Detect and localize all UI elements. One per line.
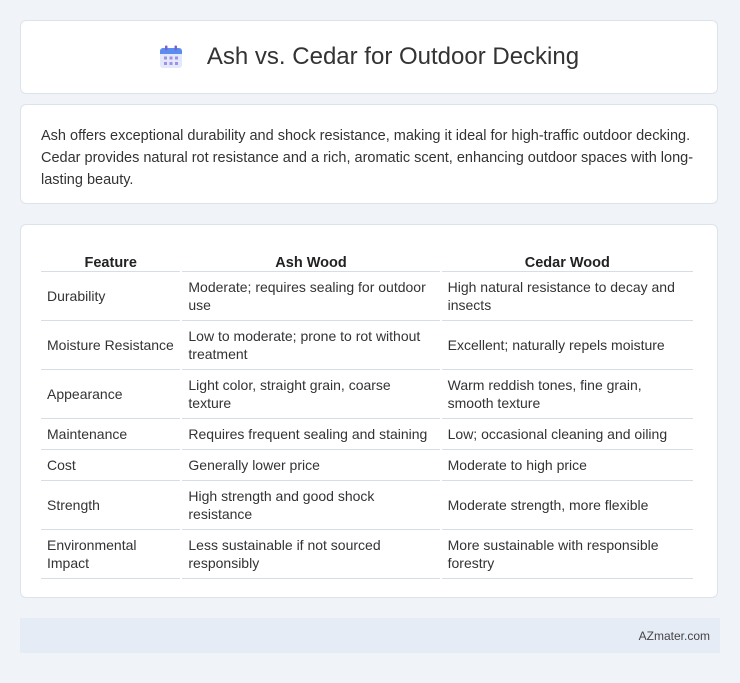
cell-ash: Moderate; requires sealing for outdoor use [182, 272, 439, 321]
table-row [41, 530, 693, 579]
comparison-table-card [20, 224, 718, 598]
summary-text: Ash offers exceptional durability and shock resistance, making it ideal for high-traffic outdoor decking. Cedar provides natural rot resistance and a rich, aromatic scent, enhancing outdoor spaces with long-lasting beauty. [41, 128, 694, 188]
table-row [41, 481, 693, 530]
table-row [41, 419, 693, 450]
cell-cedar: Excellent; naturally repels moisture [442, 321, 693, 370]
cell-ash: Less sustainable if not sourced responsibly [182, 530, 439, 579]
table-row [41, 321, 693, 370]
cell-ash: Low to moderate; prone to rot without treatment [182, 321, 439, 370]
header-ash-wood: Ash Wood [182, 245, 439, 272]
cell-ash: High strength and good shock resistance [182, 481, 439, 530]
table-header-row [41, 245, 693, 272]
cell-ash: Light color, straight grain, coarse texture [182, 370, 439, 419]
cell-feature: Durability [41, 272, 180, 321]
cell-feature: Moisture Resistance [41, 321, 180, 370]
cell-cedar: High natural resistance to decay and insects [442, 272, 693, 321]
header-cedar-wood: Cedar Wood [442, 245, 693, 272]
footer [20, 618, 720, 653]
table-row [41, 272, 693, 321]
header-card [20, 20, 718, 94]
cell-feature: Maintenance [41, 419, 180, 450]
footer-brand[interactable]: AZmater.com [638, 628, 710, 643]
cell-cedar: Moderate to high price [442, 450, 693, 481]
cell-cedar: More sustainable with responsible forestry [442, 530, 693, 579]
cell-feature: Appearance [41, 370, 180, 419]
header-feature: Feature [41, 245, 180, 272]
cell-ash: Generally lower price [182, 450, 439, 481]
cell-feature: Cost [41, 450, 180, 481]
cell-feature: Strength [41, 481, 180, 530]
table-row [41, 370, 693, 419]
calendar-icon [159, 45, 183, 69]
table-row [41, 450, 693, 481]
cell-cedar: Warm reddish tones, fine grain, smooth texture [442, 370, 693, 419]
cell-cedar: Moderate strength, more flexible [442, 481, 693, 530]
comparison-table [39, 245, 695, 579]
cell-feature: Environmental Impact [41, 530, 180, 579]
summary-card [20, 104, 718, 204]
cell-ash: Requires frequent sealing and staining [182, 419, 439, 450]
cell-cedar: Low; occasional cleaning and oiling [442, 419, 693, 450]
page-title: Ash vs. Cedar for Outdoor Decking [206, 43, 580, 70]
